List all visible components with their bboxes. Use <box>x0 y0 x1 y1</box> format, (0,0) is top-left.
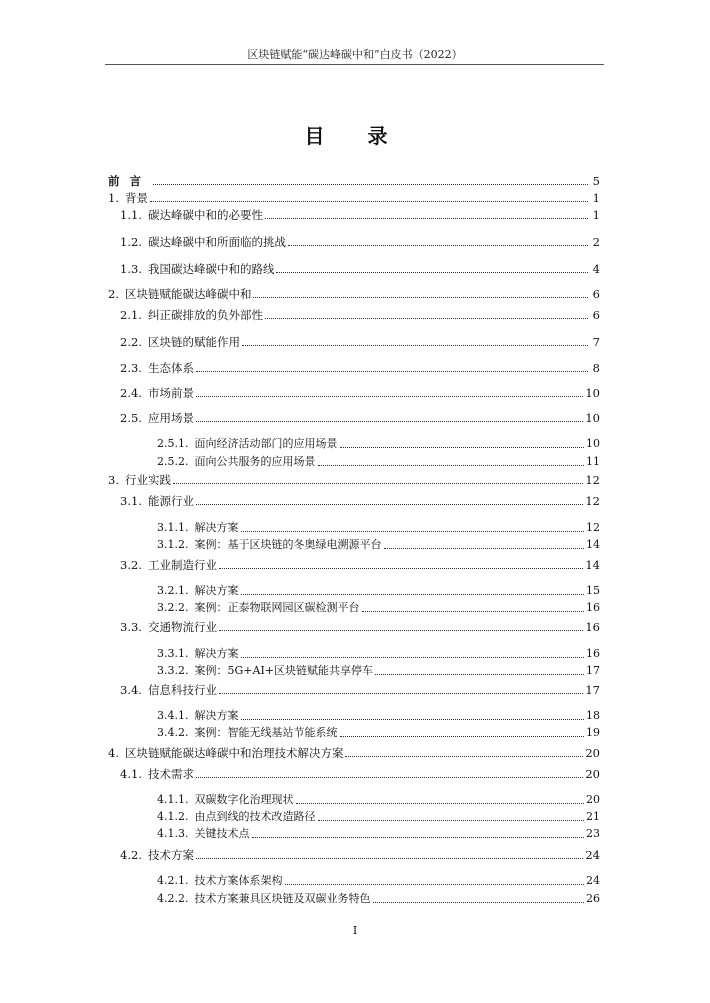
toc-entry-page: 5 <box>592 174 600 188</box>
toc-entry-title: 解决方案 <box>194 521 239 534</box>
toc-entry-number: 4.2.1. <box>157 874 189 887</box>
toc-entry-page: 6 <box>592 287 600 301</box>
toc-entry-title: 解决方案 <box>194 647 239 660</box>
toc-entry[interactable] <box>108 558 600 572</box>
toc-entry-number: 4.2. <box>120 848 142 862</box>
toc-entry-number: 4. <box>108 746 119 760</box>
toc-entry-number: 3. <box>108 473 119 487</box>
toc-entry-page: 7 <box>592 335 600 349</box>
toc-entry-title: 纠正碳排放的负外部性 <box>147 308 263 322</box>
toc-entry-title: 背景 <box>124 191 148 205</box>
toc-entry[interactable] <box>108 767 600 781</box>
toc-leader-dots <box>196 777 583 778</box>
toc-entry-page: 10 <box>585 411 600 425</box>
toc-leader-dots <box>241 531 585 532</box>
toc-entry-number: 3.1. <box>120 494 142 508</box>
page-title: 目 录 <box>304 124 406 148</box>
toc-entry-number: 4.1.2. <box>157 810 189 823</box>
toc-entry[interactable] <box>108 411 600 425</box>
toc-entry-page: 20 <box>585 746 600 760</box>
toc-entry-title: 技术方案 <box>147 848 194 862</box>
toc-leader-dots <box>241 719 585 720</box>
toc-entry[interactable] <box>108 361 600 375</box>
toc-entry-page: 20 <box>586 793 600 806</box>
toc-leader-dots <box>196 396 583 397</box>
toc-entry-title: 案例：5G+AI+区块链赋能共享停车 <box>194 664 374 677</box>
toc-leader-dots <box>318 465 585 466</box>
toc-leader-dots <box>173 483 583 484</box>
toc-entry-page: 23 <box>586 827 600 840</box>
toc-entry-number: 2.2. <box>120 335 142 349</box>
toc-entry-title: 解决方案 <box>194 584 239 597</box>
toc-leader-dots <box>362 611 585 612</box>
toc-entry-title: 行业实践 <box>124 473 171 487</box>
toc-entry-number: 2.5.2. <box>157 455 189 468</box>
toc-entry-number: 1. <box>108 191 119 205</box>
toc-entry-number: 1.3. <box>120 262 142 276</box>
toc-entry[interactable] <box>108 521 600 535</box>
toc-leader-dots <box>196 421 583 422</box>
toc-entry[interactable] <box>108 386 600 400</box>
toc-entry[interactable] <box>108 709 600 723</box>
toc-entry[interactable] <box>108 538 600 552</box>
toc-entry-page: 14 <box>585 558 600 572</box>
toc-entry-title: 由点到线的技术改造路径 <box>194 810 316 823</box>
toc-entry-page: 12 <box>585 494 600 508</box>
toc-leader-dots <box>253 297 588 298</box>
toc-entry-number: 4.1. <box>120 767 142 781</box>
toc-leader-dots <box>219 630 583 631</box>
toc-entry-number: 2.5.1. <box>157 437 189 450</box>
toc-entry-number: 3.4. <box>120 683 142 697</box>
toc-entry-title: 关键技术点 <box>194 827 250 840</box>
toc-entry[interactable] <box>108 647 600 661</box>
toc-leader-dots <box>150 201 588 202</box>
toc-entry-page: 10 <box>585 386 600 400</box>
page-number: I <box>352 924 358 937</box>
toc-entry-title: 应用场景 <box>147 411 194 425</box>
toc-entry-title: 生态体系 <box>147 361 194 375</box>
toc-entry[interactable] <box>108 174 600 188</box>
toc-entry-page: 2 <box>592 235 600 249</box>
toc-entry-number: 3.1.2. <box>157 538 189 551</box>
toc-entry-number: 3.4.1. <box>157 709 189 722</box>
toc-entry[interactable] <box>108 335 600 349</box>
toc-entry-page: 12 <box>585 473 600 487</box>
toc-entry-title: 技术方案兼具区块链及双碳业务特色 <box>194 892 371 905</box>
toc-leader-dots <box>318 820 585 821</box>
toc-entry-page: 6 <box>592 308 600 322</box>
toc-leader-dots <box>285 884 585 885</box>
toc-leader-dots <box>252 837 585 838</box>
running-header: 区块链赋能“碳达峰碳中和”白皮书（2022） <box>247 48 463 61</box>
toc-entry-page: 18 <box>586 709 600 722</box>
toc-leader-dots <box>373 902 585 903</box>
toc-entry[interactable] <box>108 810 600 824</box>
toc-entry[interactable] <box>108 235 600 249</box>
toc-entry-page: 24 <box>586 874 600 887</box>
toc-entry-number: 2.3. <box>120 361 142 375</box>
toc-entry-page: 11 <box>586 455 600 468</box>
toc-entry-title: 案例：基于区块链的冬奥绿电溯源平台 <box>194 538 382 551</box>
toc-entry[interactable] <box>108 726 600 740</box>
toc-leader-dots <box>296 803 585 804</box>
toc-entry[interactable] <box>108 191 600 205</box>
toc-entry-title: 区块链赋能碳达峰碳中和治理技术解决方案 <box>124 746 344 760</box>
toc-leader-dots <box>345 756 583 757</box>
toc-entry-title: 碳达峰碳中和所面临的挑战 <box>147 235 286 249</box>
toc-entry-page: 12 <box>586 521 600 534</box>
toc-entry-number: 3.2.2. <box>157 601 189 614</box>
toc-entry-number: 3.2.1. <box>157 584 189 597</box>
toc-leader-dots <box>196 504 583 505</box>
toc-entry-title: 技术需求 <box>147 767 194 781</box>
toc-entry[interactable] <box>108 620 600 634</box>
toc-entry-number: 2.5. <box>120 411 142 425</box>
toc-entry[interactable] <box>108 584 600 598</box>
toc-entry[interactable] <box>108 793 600 807</box>
toc-leader-dots <box>241 657 585 658</box>
toc-leader-dots <box>375 674 584 675</box>
toc-entry-title: 区块链的赋能作用 <box>147 335 240 349</box>
toc-leader-dots <box>276 272 588 273</box>
toc-entry-number: 3.4.2. <box>157 726 189 739</box>
toc-entry-number: 2. <box>108 287 119 301</box>
toc-entry-title: 交通物流行业 <box>147 620 217 634</box>
toc-entry-page: 26 <box>586 892 600 905</box>
toc-entry[interactable] <box>108 683 600 697</box>
toc-leader-dots <box>340 736 585 737</box>
toc-entry[interactable] <box>108 892 600 906</box>
toc-leader-dots <box>219 693 583 694</box>
toc-entry[interactable] <box>108 746 600 760</box>
toc-entry[interactable] <box>108 437 600 451</box>
toc-leader-dots <box>196 371 588 372</box>
toc-entry-title: 案例：智能无线基站节能系统 <box>194 726 338 739</box>
toc-leader-dots <box>153 184 588 185</box>
toc-entry-title: 工业制造行业 <box>147 558 217 572</box>
toc-entry[interactable] <box>108 874 600 888</box>
toc-entry-title: 碳达峰碳中和的必要性 <box>147 208 263 222</box>
toc-entry-page: 4 <box>592 262 600 276</box>
toc-entry[interactable] <box>108 494 600 508</box>
toc-entry-page: 16 <box>586 647 600 660</box>
toc-entry-title: 案例：正泰物联网园区碳检测平台 <box>194 601 360 614</box>
toc-entry-number: 4.2.2. <box>157 892 189 905</box>
toc-entry-number: 2.1. <box>120 308 142 322</box>
toc-entry-title: 前言 <box>108 174 151 188</box>
toc-entry-page: 20 <box>585 767 600 781</box>
toc-entry-number: 3.2. <box>120 558 142 572</box>
toc-entry-title: 能源行业 <box>147 494 194 508</box>
toc-entry-page: 16 <box>585 620 600 634</box>
toc-entry-number: 1.2. <box>120 235 142 249</box>
toc-leader-dots <box>241 594 585 595</box>
toc-entry-title: 我国碳达峰碳中和的路线 <box>147 262 275 276</box>
toc-entry-number: 1.1. <box>120 208 142 222</box>
toc-entry-number: 4.1.1. <box>157 793 189 806</box>
toc-entry-page: 17 <box>586 664 600 677</box>
toc-entry-title: 信息科技行业 <box>147 683 217 697</box>
toc-entry[interactable] <box>108 827 600 841</box>
toc-entry-page: 16 <box>586 601 600 614</box>
toc-entry-number: 3.3. <box>120 620 142 634</box>
toc-entry-title: 双碳数字化治理现状 <box>194 793 294 806</box>
toc-entry-page: 15 <box>586 584 600 597</box>
toc-leader-dots <box>196 858 583 859</box>
toc-entry-page: 21 <box>586 810 600 823</box>
toc-entry[interactable] <box>108 308 600 322</box>
toc-entry-page: 14 <box>586 538 600 551</box>
toc-leader-dots <box>242 345 588 346</box>
toc-entry-number: 3.1.1. <box>157 521 189 534</box>
toc-entry-number: 3.3.2. <box>157 664 189 677</box>
toc-entry-title: 面向经济活动部门的应用场景 <box>194 437 338 450</box>
toc-leader-dots <box>219 568 583 569</box>
toc-entry-page: 1 <box>592 208 600 222</box>
toc-leader-dots <box>384 548 585 549</box>
toc-entry-title: 解决方案 <box>194 709 239 722</box>
toc-entry-page: 19 <box>586 726 600 739</box>
toc-leader-dots <box>265 218 588 219</box>
toc-entry-page: 10 <box>586 437 600 450</box>
toc-entry-number: 3.3.1. <box>157 647 189 660</box>
toc-entry[interactable] <box>108 262 600 276</box>
toc-entry-page: 17 <box>585 683 600 697</box>
toc-entry-page: 1 <box>592 191 600 205</box>
toc-leader-dots <box>288 245 588 246</box>
toc-entry[interactable] <box>108 601 600 615</box>
toc-entry-title: 面向公共服务的应用场景 <box>194 455 316 468</box>
toc-entry-title: 技术方案体系架构 <box>194 874 283 887</box>
toc-entry[interactable] <box>108 208 600 222</box>
toc-leader-dots <box>265 318 588 319</box>
toc-entry[interactable] <box>108 664 600 678</box>
toc-entry[interactable] <box>108 287 600 301</box>
header-rule <box>105 64 604 65</box>
toc-entry-page: 24 <box>585 848 600 862</box>
toc-entry[interactable] <box>108 455 600 469</box>
toc-entry-title: 区块链赋能碳达峰碳中和 <box>124 287 252 301</box>
toc-entry-page: 8 <box>592 361 600 375</box>
toc-entry-number: 4.1.3. <box>157 827 189 840</box>
toc-entry-number: 2.4. <box>120 386 142 400</box>
toc-entry[interactable] <box>108 848 600 862</box>
toc-leader-dots <box>340 447 585 448</box>
toc-entry[interactable] <box>108 473 600 487</box>
toc-entry-title: 市场前景 <box>147 386 194 400</box>
